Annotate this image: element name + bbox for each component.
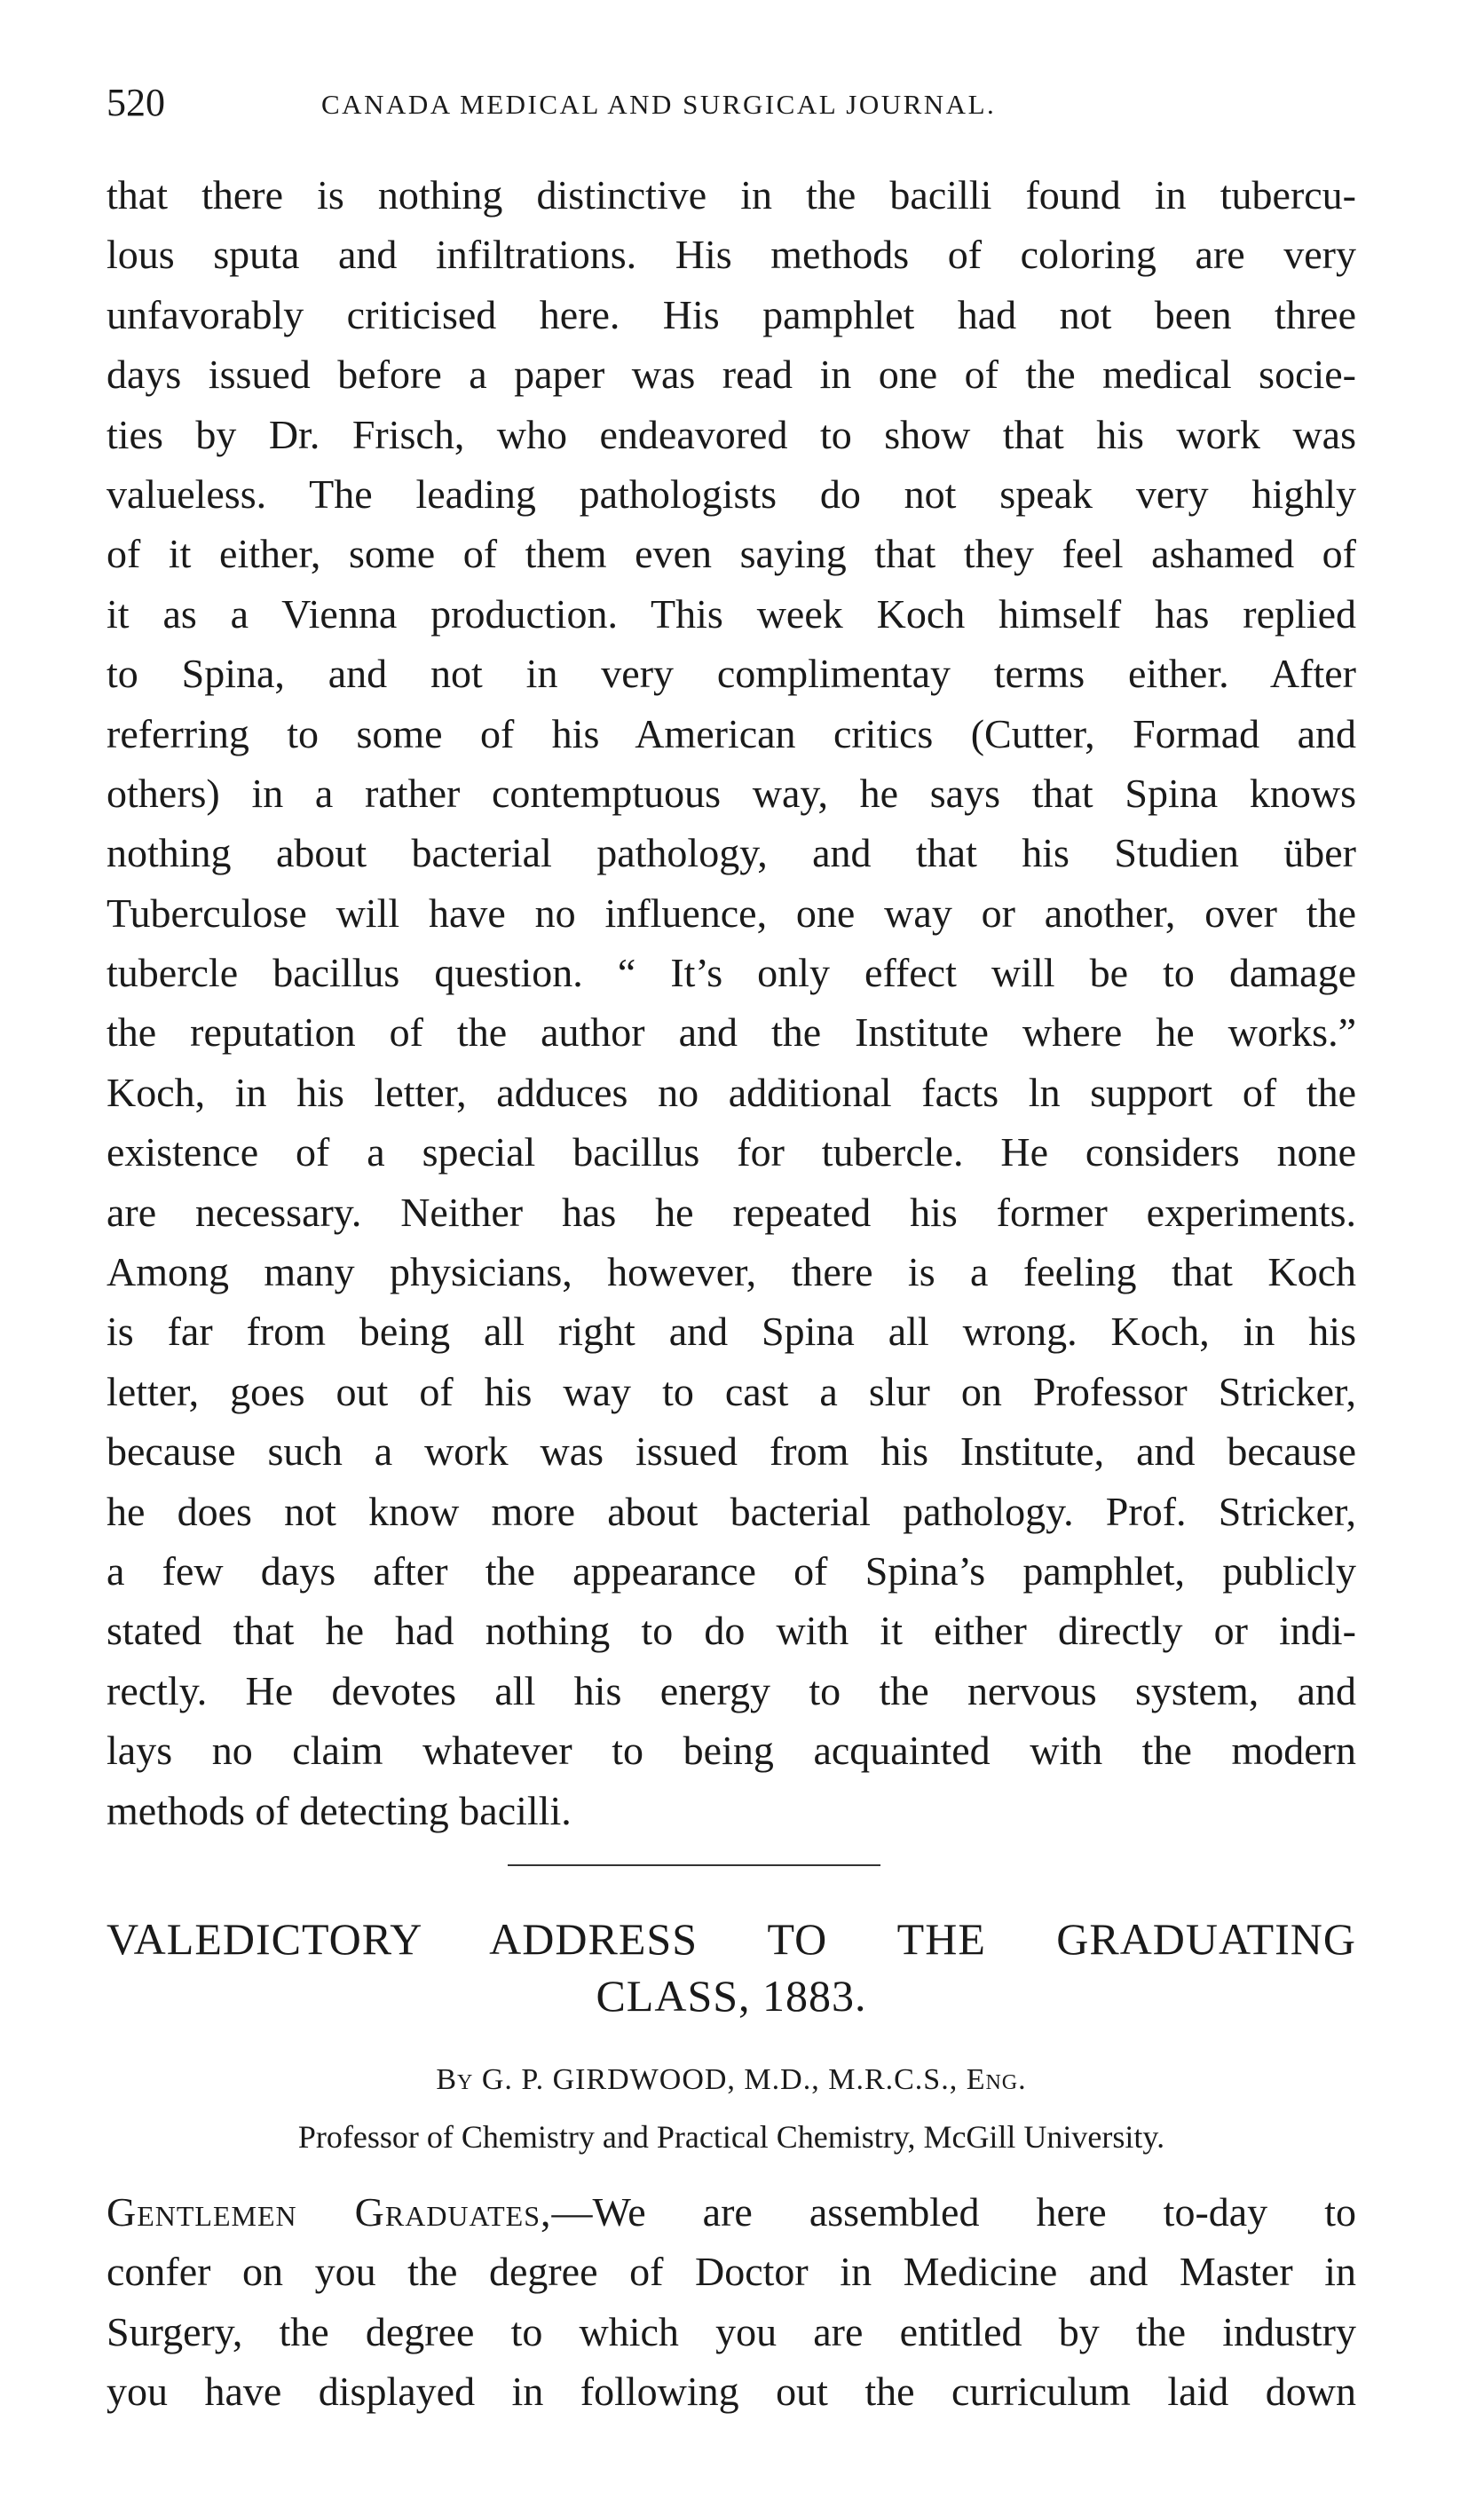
running-head bbox=[107, 76, 1385, 130]
author-byline: By G. P. GIRDWOOD, M.D., M.R.C.S., Eng. bbox=[436, 2063, 1027, 2096]
address-line: you have displayed in following out the curriculum laid down bbox=[107, 2369, 1356, 2415]
body-line: methods of detecting bacilli. bbox=[107, 1787, 572, 1833]
address-line: confer on you the degree of Doctor in Medicine and Master in bbox=[107, 2249, 1356, 2295]
body-line: lous sputa and infiltrations. His methods of coloring are very bbox=[107, 232, 1356, 278]
body-line: a few days after the appearance of Spina’s pamphlet, publicly bbox=[107, 1547, 1356, 1594]
body-line: are necessary. Neither has he repeated his former experiments. bbox=[107, 1189, 1356, 1235]
body-line: Koch, in his letter, adduces no additional facts ln support of the bbox=[107, 1069, 1356, 1115]
article-title-line: CLASS, 1883. bbox=[596, 1971, 867, 2021]
page-number: 520 bbox=[107, 81, 165, 124]
letter-body bbox=[107, 165, 1356, 1840]
body-line: stated that he had nothing to do with it either directly or indi- bbox=[107, 1608, 1356, 1654]
address-first-line bbox=[107, 2182, 1356, 2242]
body-line: the reputation of the author and the Institute where he works.” bbox=[107, 1009, 1356, 1056]
address-line: Surgery, the degree to which you are entitled by the industry bbox=[107, 2308, 1356, 2354]
body-line: others) in a rather contemptuous way, he says that Spina knows bbox=[107, 770, 1356, 816]
body-line: that there is nothing distinctive in the bacilli found in tubercu- bbox=[107, 172, 1356, 218]
body-line: it as a Vienna production. This week Koch himself has replied bbox=[107, 590, 1356, 637]
address-body bbox=[107, 2182, 1356, 2422]
body-line: because such a work was issued from his Institute, and because bbox=[107, 1428, 1356, 1475]
body-line: days issued before a paper was read in one of the medical socie- bbox=[107, 352, 1356, 398]
body-line: is far from being all right and Spina all wrong. Koch, in his bbox=[107, 1309, 1356, 1355]
body-line: letter, goes out of his way to cast a slur on Professor Stricker, bbox=[107, 1368, 1356, 1414]
body-line: Among many physicians, however, there is a feeling that Koch bbox=[107, 1249, 1356, 1295]
author-affiliation: Professor of Chemistry and Practical Chemistry, McGill University. bbox=[297, 2119, 1165, 2155]
body-line: rectly. He devotes all his energy to the nervous system, and bbox=[107, 1667, 1356, 1713]
body-line: unfavorably criticised here. His pamphlet had not been three bbox=[107, 291, 1356, 337]
body-line: existence of a special bacillus for tubercle. He considers none bbox=[107, 1129, 1356, 1175]
body-line: nothing about bacterial pathology, and that his Studien über bbox=[107, 830, 1356, 876]
body-line: referring to some of his American critics (Cutter, Formad and bbox=[107, 710, 1356, 756]
address-line-text: —We are assembled here to-day to bbox=[551, 2189, 1356, 2235]
body-line: valueless. The leading pathologists do not speak very highly bbox=[107, 471, 1356, 517]
body-line: he does not know more about bacterial pathology. Prof. Stricker, bbox=[107, 1488, 1356, 1534]
article-title bbox=[107, 1911, 1356, 2024]
salutation: Gentlemen Graduates, bbox=[107, 2189, 552, 2235]
body-line: Tuberculose will have no influence, one way or another, over the bbox=[107, 890, 1356, 936]
article-title-line: VALEDICTORY ADDRESS TO THE GRADUATING bbox=[107, 1914, 1356, 1964]
body-line: of it either, some of them even saying that they feel ashamed of bbox=[107, 531, 1356, 577]
body-line: tubercle bacillus question. “ It’s only effect will be to damage bbox=[107, 950, 1356, 996]
section-divider bbox=[508, 1864, 880, 1866]
body-line: to Spina, and not in very complimentay terms either. After bbox=[107, 651, 1356, 697]
body-line: lays no claim whatever to being acquainted with the modern bbox=[107, 1728, 1356, 1774]
journal-title: CANADA MEDICAL AND SURGICAL JOURNAL. bbox=[321, 89, 997, 120]
body-line: ties by Dr. Frisch, who endeavored to show that his work was bbox=[107, 411, 1356, 457]
